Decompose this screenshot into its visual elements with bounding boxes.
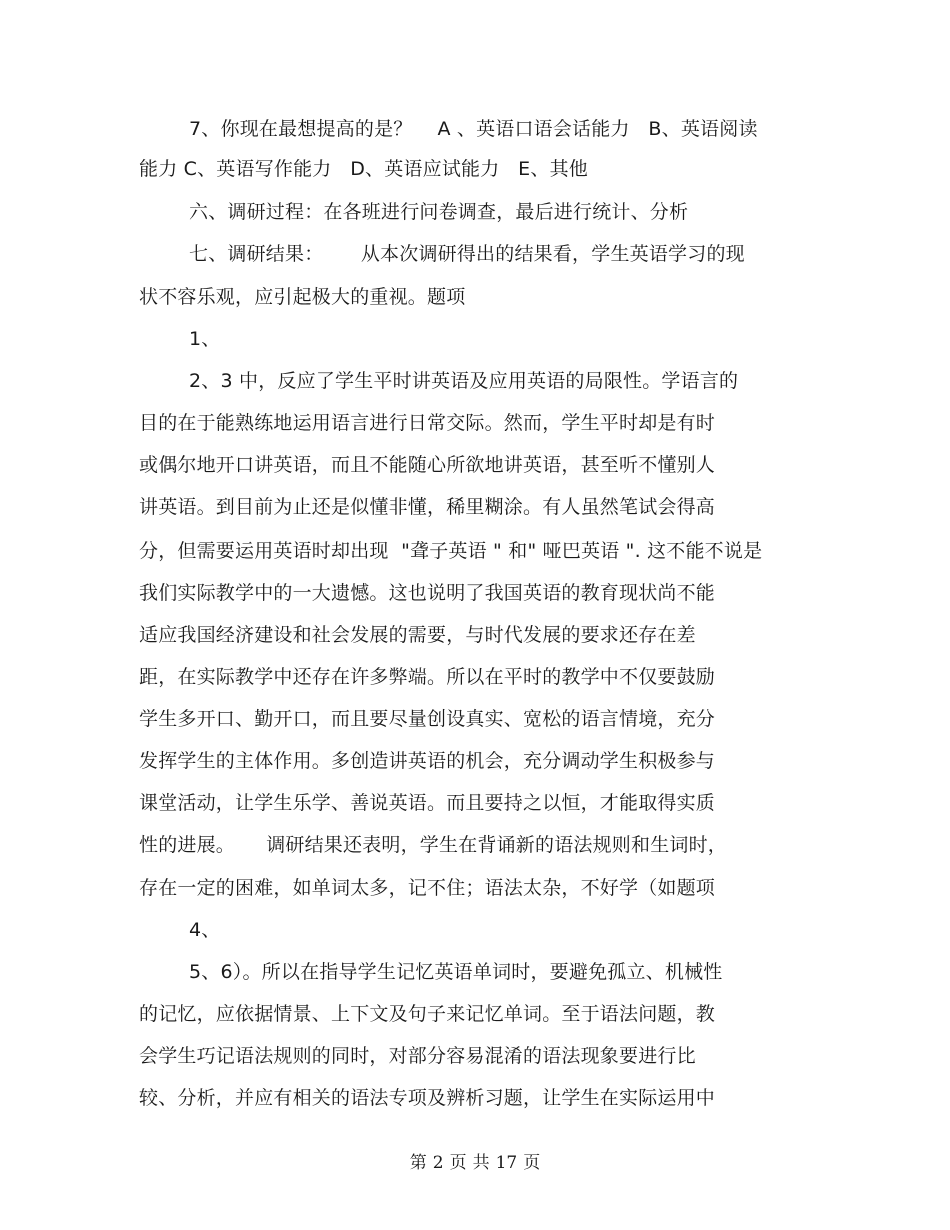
- footer-suffix: 页: [523, 1153, 541, 1173]
- text-line: 发挥学生的主体作用。多创造讲英语的机会，充分调动学生积极参与: [139, 750, 716, 772]
- page-number-footer: [0, 1152, 950, 1174]
- text-line: 课堂活动，让学生乐学、善说英语。而且要持之以恒，才能取得实质: [139, 792, 716, 814]
- text-line: 能力 C、英语写作能力 D、英语应试能力 E、其他: [139, 158, 588, 180]
- text-line: 2、3 中，反应了学生平时讲英语及应用英语的局限性。学语言的: [189, 370, 739, 392]
- text-line: 讲英语。到目前为止还是似懂非懂，稀里糊涂。有人虽然笔试会得高: [139, 496, 716, 518]
- text-line: 分，但需要运用英语时却出现 "聋子英语 " 和" 哑巴英语 ". 这不能不说是: [139, 540, 763, 562]
- text-line: 7、你现在最想提高的是？ A 、英语口语会话能力 B、英语阅读: [189, 118, 758, 140]
- text-line: 4、: [189, 919, 221, 941]
- footer-total-prefix: 共: [472, 1153, 490, 1173]
- text-line: 或偶尔地开口讲英语，而且不能随心所欲地讲英语，甚至听不懂别人: [139, 454, 716, 476]
- text-line: 目的在于能熟练地运用语言进行日常交际。然而，学生平时却是有时: [139, 412, 716, 434]
- text-line: 六、调研过程：在各班进行问卷调查，最后进行统计、分析: [189, 201, 689, 223]
- text-line: 距，在实际教学中还存在许多弊端。所以在平时的教学中不仅要鼓励: [139, 666, 716, 688]
- footer-page-word: 页: [449, 1153, 467, 1173]
- text-line: 适应我国经济建设和社会发展的需要，与时代发展的要求还存在差: [139, 624, 696, 646]
- text-line: 状不容乐观，应引起极大的重视。题项: [139, 286, 466, 308]
- text-line: 存在一定的困难，如单词太多，记不住；语法太杂，不好学（如题项: [139, 877, 716, 899]
- total-pages-number: 17: [495, 1153, 518, 1173]
- text-line: 会学生巧记语法规则的同时，对部分容易混淆的语法现象要进行比: [139, 1045, 696, 1067]
- text-line: 5、6）。所以在指导学生记忆英语单词时，要避免孤立、机械性: [189, 961, 723, 983]
- current-page-number: 2: [432, 1153, 444, 1173]
- text-line: 我们实际教学中的一大遗憾。这也说明了我国英语的教育现状尚不能: [139, 582, 716, 604]
- text-line: 1、: [189, 328, 221, 350]
- footer-prefix: 第: [409, 1153, 427, 1173]
- text-line: 较、分析，并应有相关的语法专项及辨析习题，让学生在实际运用中: [139, 1087, 716, 1109]
- text-line: 的记忆，应依据情景、上下文及句子来记忆单词。至于语法问题，教: [139, 1003, 716, 1025]
- text-line: 性的进展。 调研结果还表明，学生在背诵新的语法规则和生词时，: [139, 834, 727, 856]
- text-line: 学生多开口、勤开口，而且要尽量创设真实、宽松的语言情境，充分: [139, 708, 716, 730]
- text-line: 七、调研结果： 从本次调研得出的结果看，学生英语学习的现: [189, 243, 745, 265]
